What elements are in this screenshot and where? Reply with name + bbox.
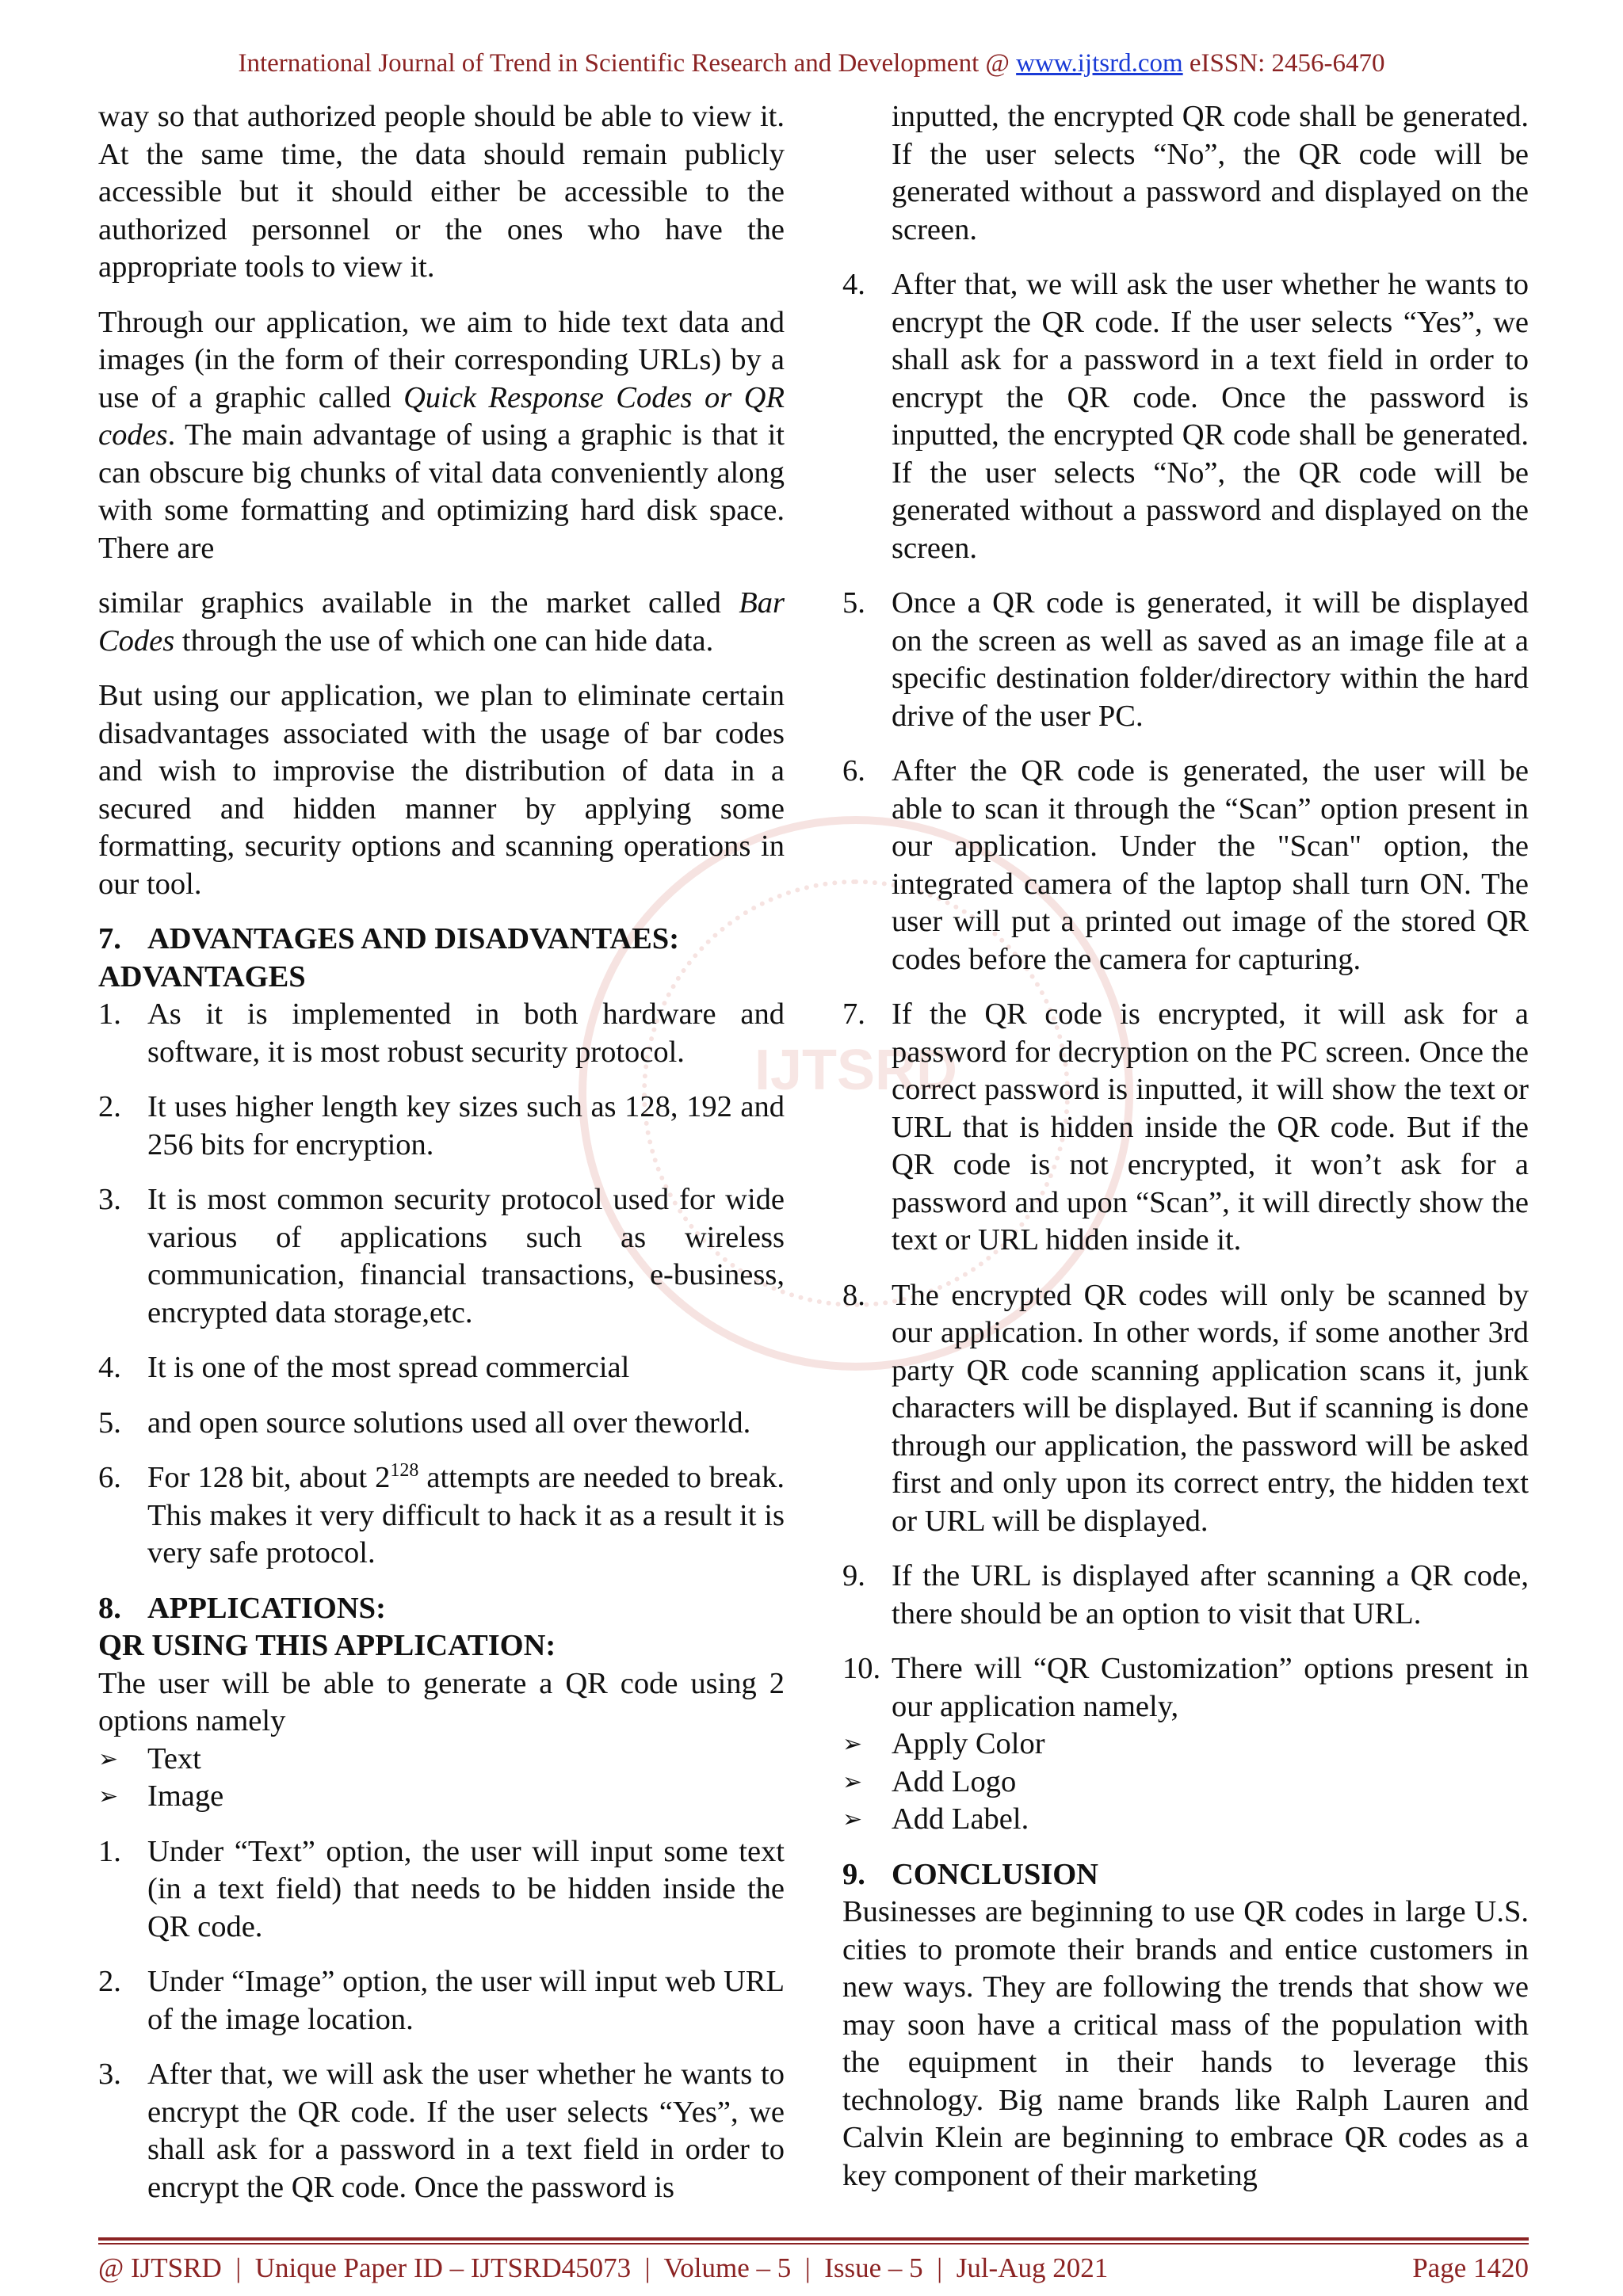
footer-rule — [98, 2237, 1529, 2241]
list-item: 1. Under “Text” option, the user will input some text (in a text field) that needs to be hidden inside the QR code. — [98, 1834, 785, 1943]
list-item: 10. There will “QR Customization” options present in our application namely, — [842, 1652, 1529, 1723]
arrow-bullet-icon: ➢ — [98, 1783, 119, 1810]
section-heading: 9. CONCLUSION — [842, 1857, 1098, 1891]
options-list — [98, 1741, 785, 1816]
list-item: 1. As it is implemented in both hardware and software, it is most robust security protocol. — [98, 997, 785, 1069]
header-journal: International Journal of Trend in Scientific Research and Development @ — [238, 49, 1017, 78]
footer-rule-thin — [98, 2243, 1529, 2245]
paragraph: Businesses are beginning to use QR codes in large U.S. cities to promote their brands and entice customers in new ways. They are following the trends that show we may soon have a critical mass of the population with the equipment in their hands to leverage this technology. Big name brands like Ralph Lauren and Calvin Klein are beginning to embrace QR codes as a key component of their marketing — [842, 1895, 1529, 2192]
bullet-item: ➢ Add Label. — [842, 1801, 1529, 1839]
emphasis: Quick Response Codes or QR codes — [98, 380, 785, 452]
paragraph: The user will be able to generate a QR code using 2 options namely — [98, 1666, 785, 1737]
arrow-bullet-icon: ➢ — [842, 1806, 863, 1833]
emphasis: Bar Codes — [98, 586, 785, 658]
application-steps — [98, 1833, 785, 2207]
list-item: 3. After that, we will ask the user whether he wants to encrypt the QR code. If the user selects “Yes”, we shall ask for a password in a text field in order to encrypt the QR code. Once the password is — [98, 2058, 785, 2204]
list-item: 5. and open source solutions used all over theworld. — [98, 1405, 751, 1440]
advantages-list — [98, 996, 785, 1573]
list-item: 5. Once a QR code is generated, it will be displayed on the screen as well as saved as an image file at a specific destination folder/directory within the hard drive of the user PC. — [842, 586, 1529, 733]
arrow-bullet-icon: ➢ — [842, 1768, 863, 1796]
list-item: 3. It is most common security protocol used for wide various of applications such as wireless communication, financial transactions, e-business, encrypted data storage,etc. — [98, 1183, 785, 1329]
header-link[interactable]: www.ijtsrd.com — [1016, 49, 1183, 78]
list-item-continued: inputted, the encrypted QR code shall be generated. If the user selects “No”, the QR code will be generated without a password and displayed on the screen. — [892, 100, 1529, 246]
bullet-item: ➢ Text — [98, 1741, 785, 1779]
paragraph: way so that authorized people should be able to view it. At the same time, the data should remain publicly accessible but it should either be accessible to the authorized personnel or the ones who have the appropriate tools to view it. — [98, 100, 785, 284]
subsection-heading: ADVANTAGES — [98, 959, 306, 994]
list-item: 8. The encrypted QR codes will only be scanned by our application. In other words, if some another 3rd party QR code scanning application scans it, junk characters will be displayed. But if scanning is done through our application, the password will be asked first and only upon its correct entry, the hidden text or URL will be displayed. — [842, 1278, 1529, 1538]
customization-list — [842, 1726, 1529, 1839]
seal-text: IJTSRD — [754, 1039, 958, 1102]
section-heading: 8. APPLICATIONS: — [98, 1591, 386, 1625]
list-item: 2. Under “Image” option, the user will input web URL of the image location. — [98, 1965, 785, 2036]
section-heading: 7. ADVANTAGES AND DISADVANTAES: — [98, 922, 680, 955]
paragraph: Through our application, we aim to hide text data and images (in the form of their corresponding URLs) by a use of a graphic called Quick Response Codes or QR codes. The main advantage of using a graphic is that it can obscure big chunks of vital data conveniently along with some formatting and optimizing hard disk space. There are — [98, 305, 785, 565]
footer-paper-info: @ IJTSRD | Unique Paper ID – IJTSRD45073 | Volume – 5 | Issue – 5 | Jul-Aug 2021 — [98, 2252, 1109, 2283]
page-number: Page 1420 — [1412, 2252, 1529, 2283]
arrow-bullet-icon: ➢ — [98, 1745, 119, 1773]
superscript: 128 — [390, 1460, 419, 1482]
subsection-heading: QR USING THIS APPLICATION: — [98, 1629, 556, 1662]
bullet-item: ➢ Add Logo — [842, 1764, 1529, 1802]
right-column — [842, 98, 1529, 2195]
bullet-item: ➢ Apply Color — [842, 1726, 1529, 1764]
list-item: 6. For 128 bit, about $2^{128}$ attempts are needed to break. This makes it very difficult to hack it as a result it is very safe protocol. — [98, 1460, 785, 1569]
list-item: 4. After that, we will ask the user whether he wants to encrypt the QR code. If the user selects “Yes”, we shall ask for a password in a text field in order to encrypt the QR code. Once the password is inputted, the encrypted QR code shall be generated. If the user selects “No”, the QR code will be generated without a password and displayed on the screen. — [842, 268, 1529, 565]
list-item: 2. It uses higher length key sizes such as 128, 192 and 256 bits for encryption. — [98, 1090, 785, 1161]
arrow-bullet-icon: ➢ — [842, 1730, 863, 1758]
list-item: 7. If the QR code is encrypted, it will ask for a password for decryption on the PC screen. Once the correct password is inputted, it will show the text or URL that is hidden inside the QR code. But if the QR code is not encrypted, it won’t ask for a password and upon “Scan”, it will directly show the text or URL hidden inside it. — [842, 997, 1529, 1257]
running-footer — [98, 2248, 1529, 2288]
header-issn: eISSN: 2456-6470 — [1182, 49, 1385, 78]
left-column — [98, 98, 785, 2224]
list-item: 4. It is one of the most spread commercial — [98, 1351, 630, 1384]
running-header — [0, 49, 1623, 78]
application-steps-continued — [842, 266, 1529, 1726]
list-item: 9. If the URL is displayed after scanning a QR code, there should be an option to visit that URL. — [842, 1559, 1529, 1630]
paragraph: similar graphics available in the market called Bar Codes through the use of which one can hide data. — [98, 586, 785, 658]
bullet-item: ➢ Image — [98, 1778, 785, 1816]
paragraph: But using our application, we plan to eliminate certain disadvantages associated with the usage of bar codes and wish to improvise the distribution of data in a secured and hidden manner by applying some formatting, security options and scanning operations in our tool. — [98, 679, 785, 901]
list-item: 6. After the QR code is generated, the user will be able to scan it through the “Scan” option present in our application. Under the "Scan" option, the integrated camera of the laptop shall turn ON. The user will put a printed out image of the stored QR codes before the camera for capturing. — [842, 754, 1529, 976]
